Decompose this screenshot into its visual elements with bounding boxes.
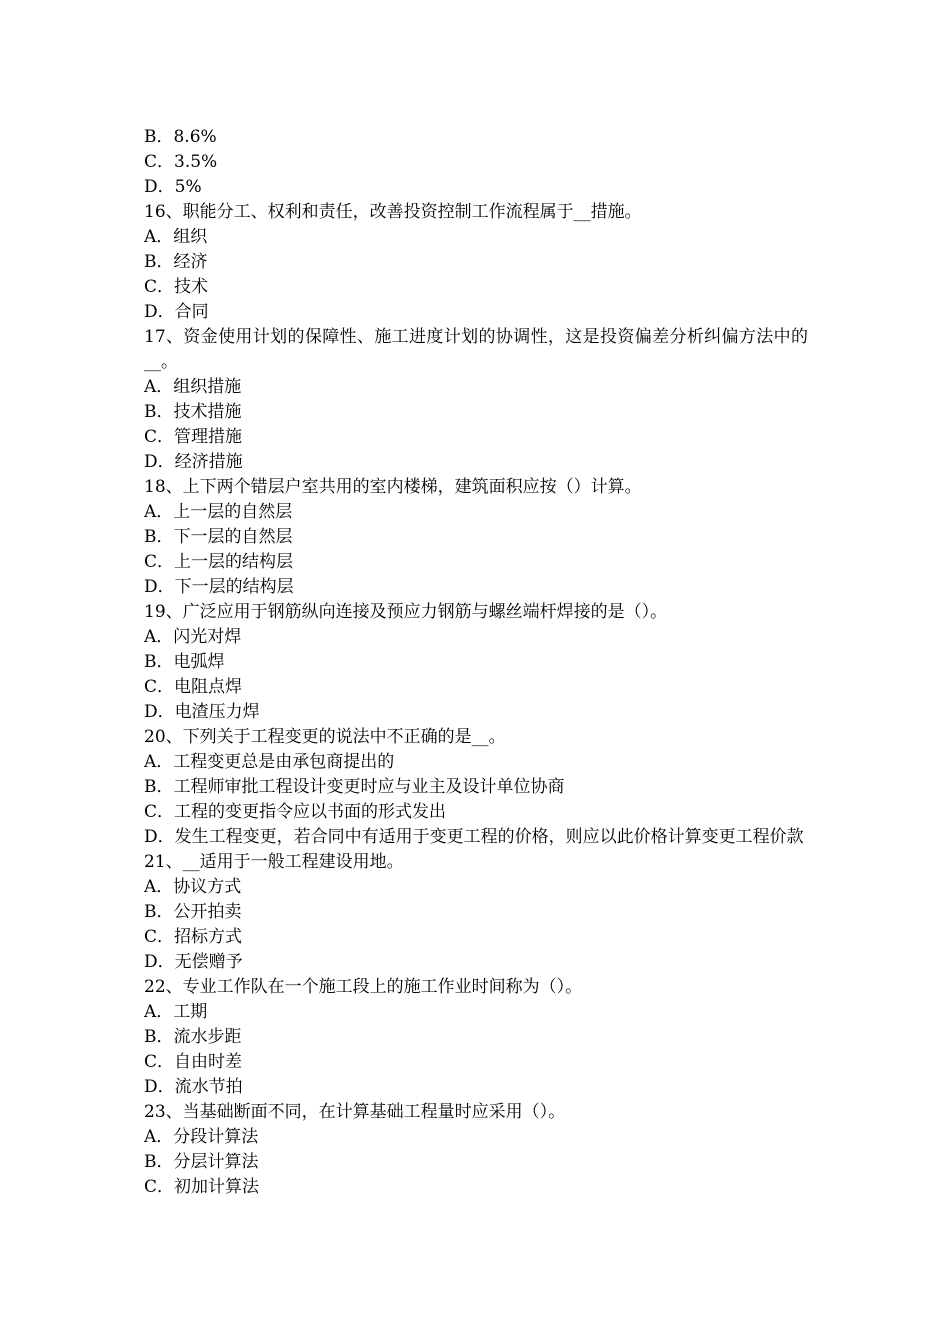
question-22: 22、专业工作队在一个施工段上的施工作业时间称为（）。 (144, 977, 583, 997)
option-c: C．管理措施 (144, 427, 243, 447)
question-text-body (144, 125, 808, 1200)
option-b: B．8.6% (144, 127, 217, 147)
question-18: 18、上下两个错层户室共用的室内楼梯，建筑面积应按（）计算。 (144, 477, 642, 497)
option-d: D．无偿赠予 (144, 952, 243, 972)
option-d: D．电渣压力焊 (144, 702, 260, 722)
option-a: A．工程变更总是由承包商提出的 (144, 752, 395, 772)
question-17: 17、资金使用计划的保障性、施工进度计划的协调性，这是投资偏差分析纠偏方法中的__。 (144, 327, 808, 372)
option-d: D．发生工程变更，若合同中有适用于变更工程的价格，则应以此价格计算变更工程价款 (144, 827, 804, 847)
option-a: A．闪光对焊 (144, 627, 242, 647)
question-21: 21、__适用于一般工程建设用地。 (144, 852, 404, 872)
question-16: 16、职能分工、权利和责任，改善投资控制工作流程属于__措施。 (144, 202, 642, 222)
option-a: A．上一层的自然层 (144, 502, 293, 522)
option-c: C．3.5% (144, 152, 218, 172)
option-c: C．工程的变更指令应以书面的形式发出 (144, 802, 447, 822)
question-23: 23、当基础断面不同，在计算基础工程量时应采用（）。 (144, 1102, 566, 1122)
option-b: B．流水步距 (144, 1027, 242, 1047)
option-d: D．合同 (144, 302, 209, 322)
option-b: B．技术措施 (144, 402, 242, 422)
option-a: A．协议方式 (144, 877, 242, 897)
option-c: C．上一层的结构层 (144, 552, 294, 572)
option-a: A．组织 (144, 227, 208, 247)
option-d: D．下一层的结构层 (144, 577, 294, 597)
option-b: B．下一层的自然层 (144, 527, 293, 547)
option-a: A．分段计算法 (144, 1127, 259, 1147)
option-c: C．技术 (144, 277, 209, 297)
option-b: B．电弧焊 (144, 652, 225, 672)
option-c: C．招标方式 (144, 927, 243, 947)
option-b: B．经济 (144, 252, 208, 272)
option-b: B．分层计算法 (144, 1152, 259, 1172)
option-a: A．工期 (144, 1002, 208, 1022)
option-d: D．经济措施 (144, 452, 243, 472)
question-20: 20、下列关于工程变更的说法中不正确的是__。 (144, 727, 506, 747)
option-c: C．自由时差 (144, 1052, 243, 1072)
question-19: 19、广泛应用于钢筋纵向连接及预应力钢筋与螺丝端杆焊接的是（）。 (144, 602, 668, 622)
option-a: A．组织措施 (144, 377, 242, 397)
option-d: D．流水节拍 (144, 1077, 243, 1097)
option-c: C．电阻点焊 (144, 677, 243, 697)
option-b: B．公开拍卖 (144, 902, 242, 922)
option-b: B．工程师审批工程设计变更时应与业主及设计单位协商 (144, 777, 565, 797)
option-c: C．初加计算法 (144, 1177, 260, 1197)
option-d: D．5% (144, 177, 202, 197)
